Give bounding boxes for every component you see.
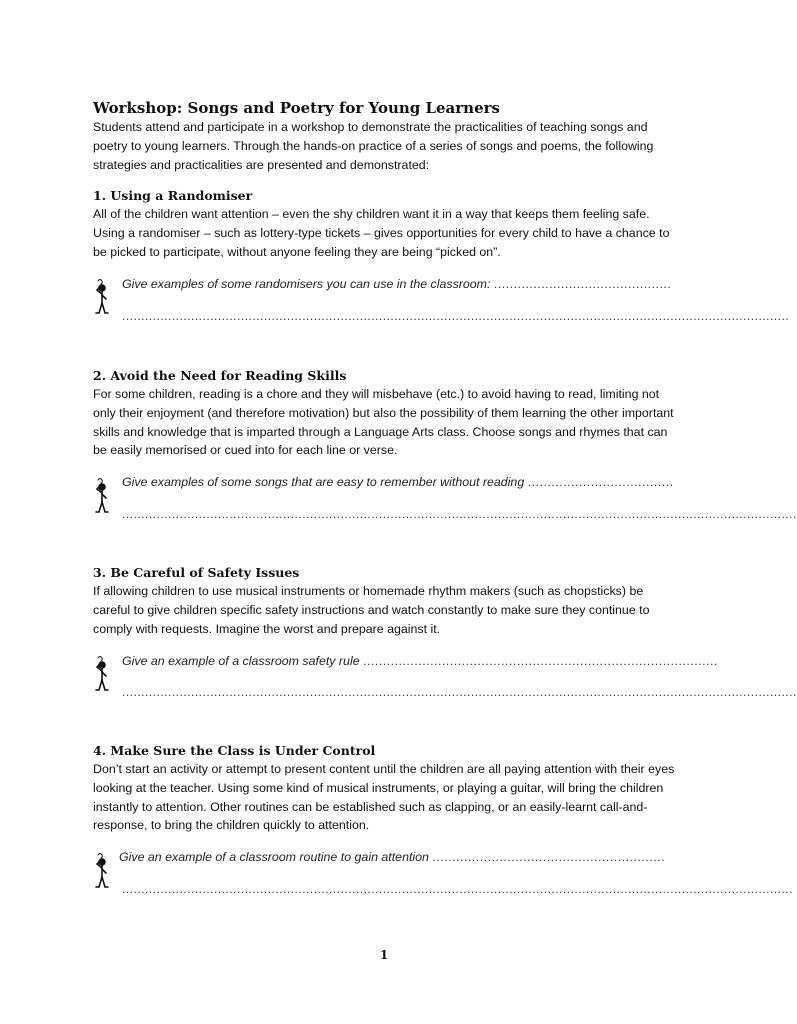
answer-line-4[interactable]: ............................................................................................................................................................................... [122,882,793,896]
intro-text: Students attend and participate in a workshop to demonstrate the practicalities of teaching songs and poetry to young learners. Through the hands-on practice of a series of songs and poems, the following strategies and practicalities are presented and demonstrated: [93,120,654,172]
section-heading: 3. Be Careful of Safety Issues [93,565,300,580]
question-4: Give an example of a classroom routine to gain attention ........................................................... [119,850,666,864]
section-3 [93,564,683,638]
answer-line-2[interactable]: ................................................................................................................................................................................ [122,507,797,521]
intro-block [93,98,683,174]
page-title: Workshop: Songs and Poetry for Young Learners [93,99,500,117]
section-body: Don’t start an activity or attempt to present content until the children are all paying attention with their eyes looking at the teacher. Using some kind of musical instruments, or playing a guitar, will bring the children instantly to attention. Other routines can be established such as clapping, or an easily-learnt call-and-response, to bring the children quickly to attention. [93,762,675,833]
page-number: 1 [379,948,389,962]
section-heading: 4. Make Sure the Class is Under Control [93,743,376,758]
section-heading: 2. Avoid the Need for Reading Skills [93,368,347,383]
answer-line-1[interactable]: .............................................................................................................................................................................. [122,309,790,323]
section-body: For some children, reading is a chore and they will misbehave (etc.) to avoid having to read, limiting not only their enjoyment (and therefore motivation) but also the possibility of them learning the other important skills and knowledge that is imparted through a Language Arts class. Choose songs and rhymes that can be easily memorised or cued into for each line or verse. [93,387,674,458]
question-3: Give an example of a classroom safety rule .......................................................................................... [122,654,718,668]
thinking-figure-icon [92,476,112,514]
section-1 [93,187,683,261]
question-prompt: Give examples of some songs that are easy to remember without reading [122,475,525,489]
question-2: Give examples of some songs that are easy to remember without reading ..................................... [122,475,674,489]
thinking-figure-icon [92,277,112,315]
section-heading: 1. Using a Randomiser [93,188,253,203]
thinking-figure-icon [92,654,112,692]
question-1: Give examples of some randomisers you can use in the classroom: ............................................. [122,277,672,291]
question-prompt: Give an example of a classroom safety rule [122,654,360,668]
answer-line-3[interactable]: ................................................................................................................................................................................ [122,685,797,699]
thinking-figure-icon [92,851,112,889]
section-4 [93,742,683,835]
section-body: If allowing children to use musical instruments or homemade rhythm makers (such as chopsticks) be careful to give children specific safety instructions and watch constantly to make sure they continue to comply with requests. Imagine the worst and prepare against it. [93,584,650,636]
section-2 [93,367,683,460]
question-prompt: Give an example of a classroom routine to gain attention [119,850,429,864]
section-body: All of the children want attention – even the shy children want it in a way that keeps them feeling safe. Using a randomiser – such as lottery-type tickets – gives opportunities for every child to have a chance to be picked to participate, without anyone feeling they are being “picked on”. [93,207,670,259]
question-prompt: Give examples of some randomisers you can use in the classroom: [122,277,491,291]
